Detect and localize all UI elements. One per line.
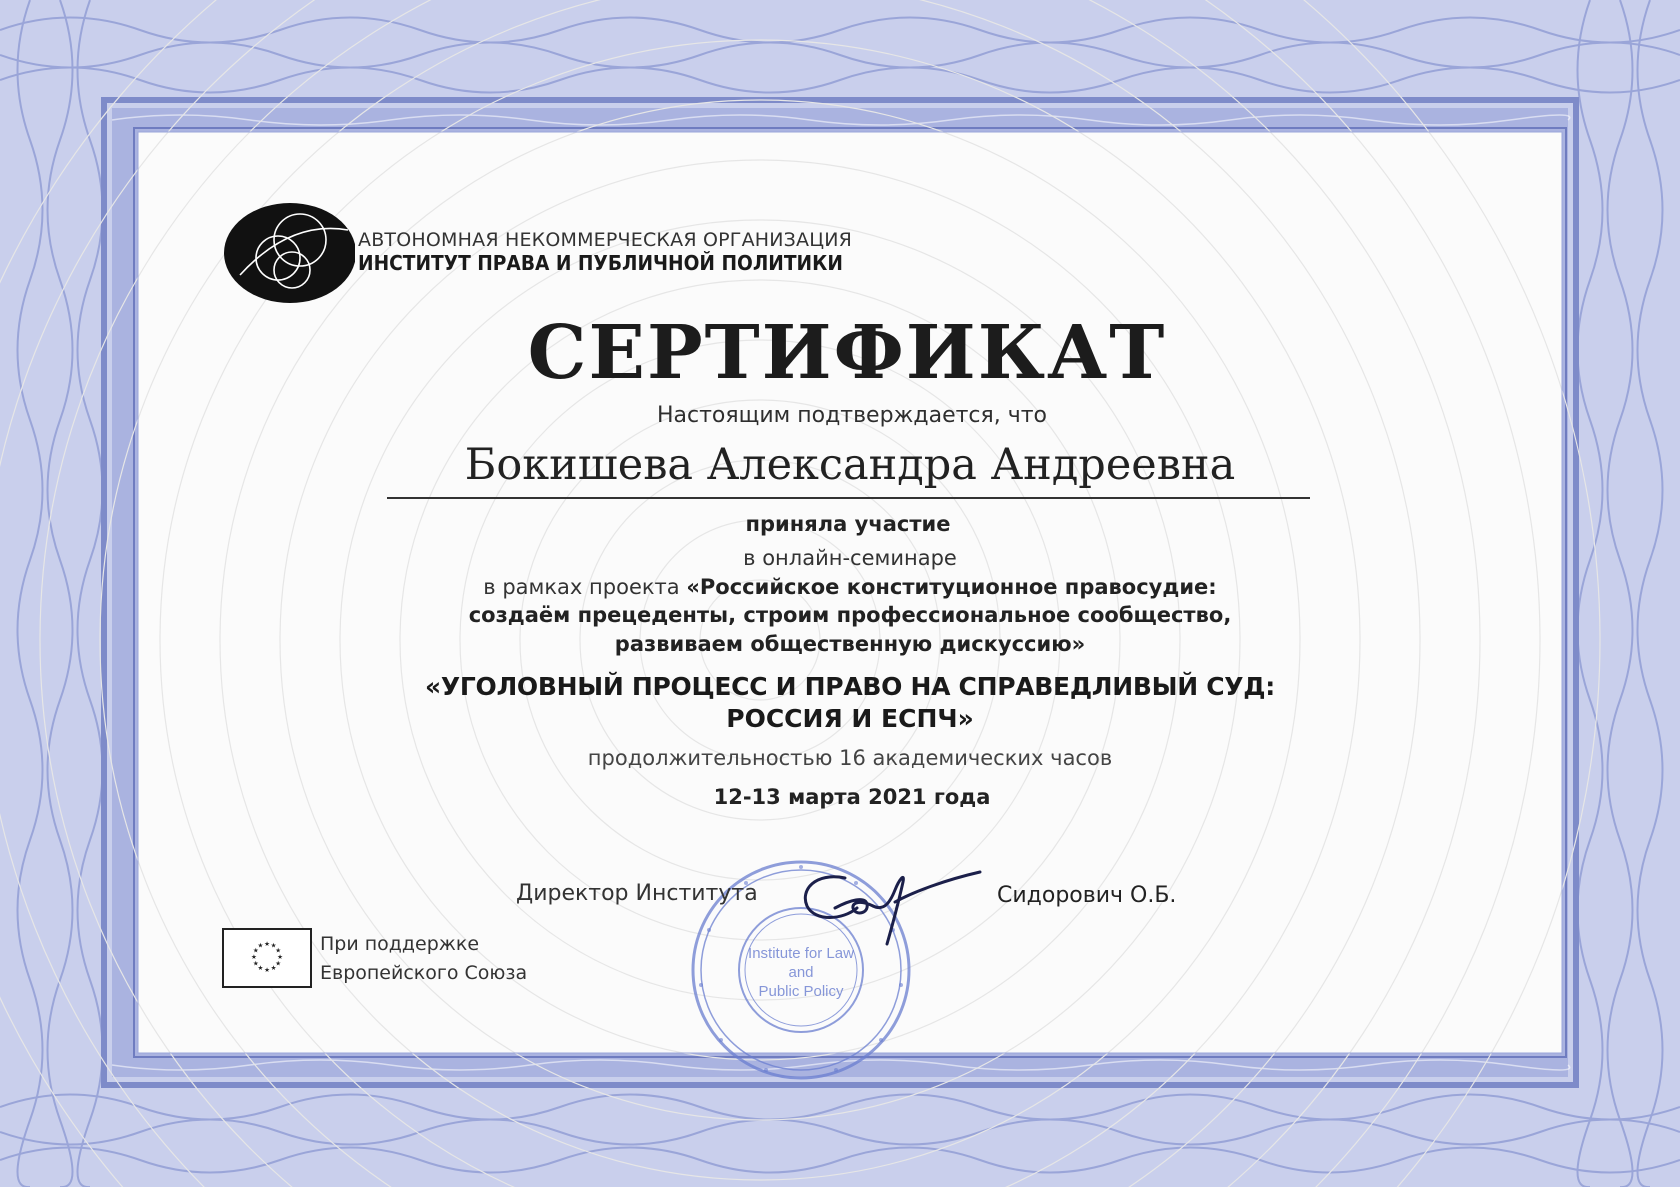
svg-text:★: ★ bbox=[270, 941, 277, 950]
stamp-text-line1: Institute for Law bbox=[748, 945, 854, 962]
support-line2: Европейского Союза bbox=[320, 962, 528, 984]
stamp-text-line3: Public Policy bbox=[758, 983, 844, 1000]
eu-flag-icon bbox=[222, 928, 312, 988]
svg-text:★: ★ bbox=[264, 939, 270, 948]
support-line1: При поддержке bbox=[320, 933, 480, 955]
svg-text:★: ★ bbox=[275, 959, 282, 968]
signer-name: Сидорович О.Б. bbox=[997, 883, 1177, 908]
certificate-subtitle: Настоящим подтверждается, что bbox=[656, 403, 1048, 428]
event-date: 12-13 марта 2021 года bbox=[713, 785, 991, 809]
svg-text:★: ★ bbox=[251, 952, 257, 961]
participation-text: приняла участие bbox=[745, 512, 951, 536]
svg-text:★: ★ bbox=[252, 946, 259, 955]
project-line-3: развиваем общественную дискуссию» bbox=[614, 632, 1086, 656]
org-name-line1: АВТОНОМНАЯ НЕКОММЕРЧЕСКАЯ ОРГАНИЗАЦИЯ bbox=[358, 229, 853, 251]
duration-text: продолжительностью 16 академических часов bbox=[587, 746, 1113, 770]
project-name-part1: «Российское конституционное правосудие: bbox=[686, 575, 1217, 599]
course-title-line2: РОССИЯ И ЕСПЧ» bbox=[726, 704, 974, 733]
name-underline bbox=[387, 497, 1310, 499]
recipient-name: Бокишева Александра Андреевна bbox=[464, 440, 1236, 490]
project-lead: в рамках проекта bbox=[483, 575, 687, 599]
stamp-text-line2: and bbox=[788, 964, 814, 981]
svg-text:★: ★ bbox=[277, 952, 283, 961]
handwritten-signature bbox=[795, 860, 985, 950]
svg-text:★: ★ bbox=[257, 941, 264, 950]
certificate-title: СЕРТИФИКАТ bbox=[527, 310, 1167, 396]
svg-text:★: ★ bbox=[275, 946, 282, 955]
svg-text:★: ★ bbox=[257, 964, 264, 973]
svg-text:★: ★ bbox=[252, 959, 259, 968]
svg-text:★: ★ bbox=[264, 966, 270, 974]
project-line-2: создаём прецеденты, строим профессиональное сообщество, bbox=[468, 603, 1232, 627]
overlapping-circles-logo-icon bbox=[220, 200, 355, 305]
course-title-line1: «УГОЛОВНЫЙ ПРОЦЕСС И ПРАВО НА СПРАВЕДЛИВЫЙ СУД: bbox=[425, 672, 1275, 701]
director-label: Директор Института bbox=[516, 881, 758, 906]
project-line-1 bbox=[10, 575, 1680, 599]
org-name-line2: ИНСТИТУТ ПРАВА И ПУБЛИЧНОЙ ПОЛИТИКИ bbox=[358, 251, 843, 275]
svg-text:★: ★ bbox=[270, 964, 277, 973]
seminar-text: в онлайн-семинаре bbox=[743, 546, 957, 570]
